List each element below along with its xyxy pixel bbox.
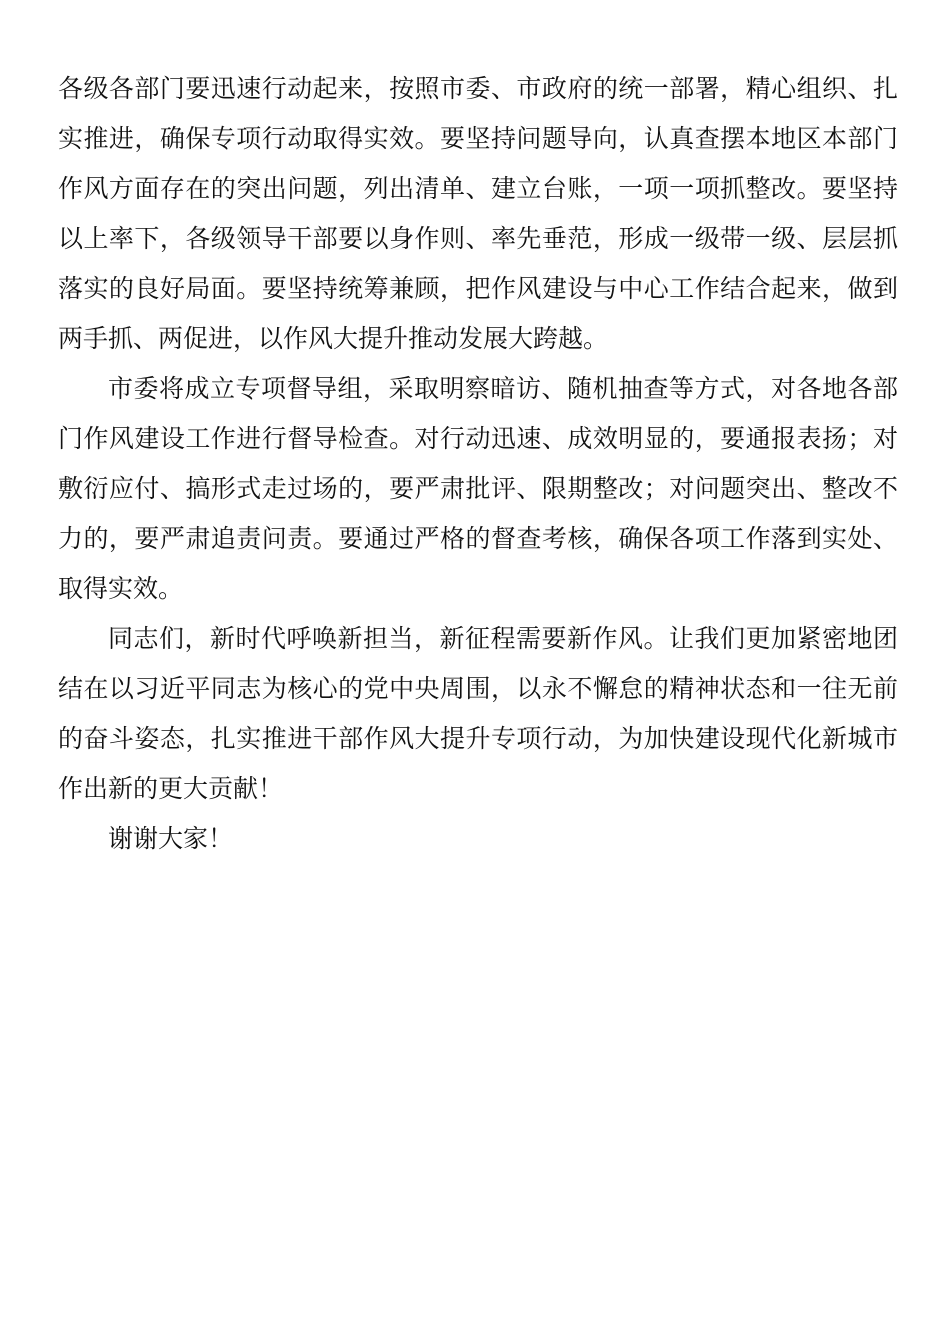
paragraph-closing-call: 同志们，新时代呼唤新担当，新征程需要新作风。让我们更加紧密地团结在以习近平同志为核心的党中央周围，以永不懈怠的精神状态和一往无前的奋斗姿态，扎实推进干部作风大提升专项行动，为加快建设现代化新城市作出新的更大贡献！: [58, 624, 898, 803]
paragraph-thanks: 谢谢大家！: [108, 824, 234, 853]
paragraph-work-requirements: 各级各部门要迅速行动起来，按照市委、市政府的统一部署，精心组织、扎实推进，确保专项行动取得实效。要坚持问题导向，认真查摆本地区本部门作风方面存在的突出问题，列出清单、建立台账，一项一项抓整改。要坚持以上率下，各级领导干部要以身作则、率先垂范，形成一级带一级、层层抓落实的良好局面。要坚持统筹兼顾，把作风建设与中心工作结合起来，做到两手抓、两促进，以作风大提升推动发展大跨越。: [58, 74, 898, 353]
document-body: [58, 64, 898, 864]
paragraph-supervision: 市委将成立专项督导组，采取明察暗访、随机抽查等方式，对各地各部门作风建设工作进行督导检查。对行动迅速、成效明显的，要通报表扬；对敷衍应付、搞形式走过场的，要严肃批评、限期整改；对问题突出、整改不力的，要严肃追责问责。要通过严格的督查考核，确保各项工作落到实处、取得实效。: [58, 374, 898, 603]
